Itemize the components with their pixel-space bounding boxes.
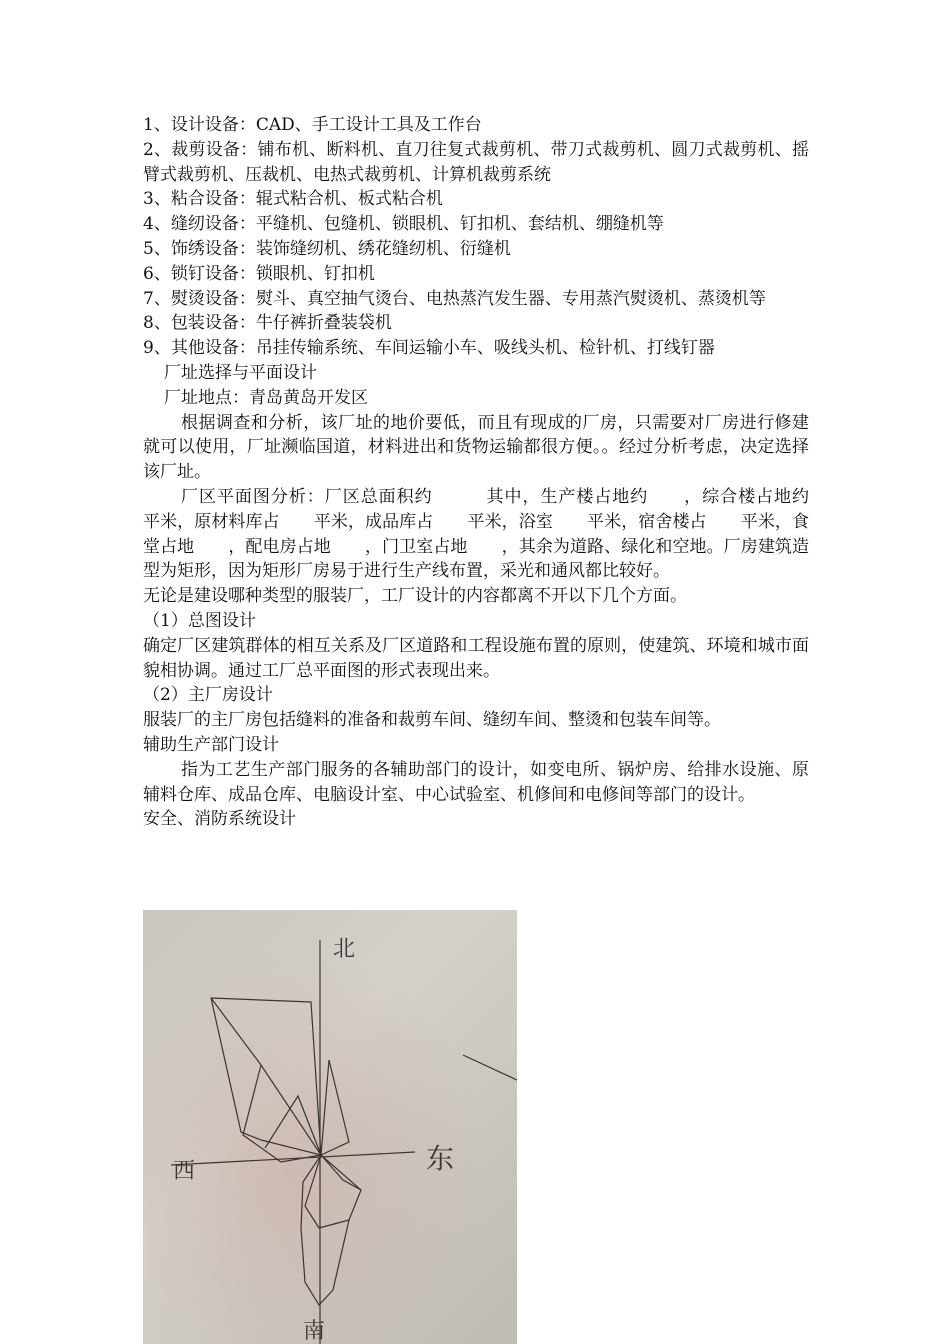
paragraph-auxiliary-departments: 指为工艺生产部门服务的各辅助部门的设计，如变电所、锅炉房、给排水设施、原辅料仓库、成品仓库、电脑设计室、中心试验室、机修间和电修间等部门的设计。 xyxy=(143,759,809,805)
paragraph-design-aspects: 无论是建设哪种类型的服装厂，工厂设计的内容都离不开以下几个方面。 xyxy=(143,586,687,607)
document-body xyxy=(143,113,843,832)
list-item-other-equipment: 9、其他设备：吊挂传输系统、车间运输小车、吸线头机、检针机、打线钉器 xyxy=(143,338,715,359)
label-west: 西 xyxy=(173,1159,196,1184)
paragraph-general-layout: 确定厂区建筑群体的相互关系及厂区道路和工程设施布置的原则，使建筑、环境和城市面貌相协调。通过工厂总平面图的形式表现出来。 xyxy=(143,635,809,681)
list-item-ironing-equipment: 7、熨烫设备：熨斗、真空抽气烫台、电热蒸汽发生器、专用蒸汽熨烫机、蒸烫机等 xyxy=(143,288,766,309)
wind-rose-photo xyxy=(143,910,517,1344)
list-item-buttonhole-equipment: 6、锁钉设备：锁眼机、钉扣机 xyxy=(143,263,375,284)
rose-spoke-s xyxy=(305,1155,349,1228)
paragraph-main-plant: 服装厂的主厂房包括缝料的准备和裁剪车间、缝纫车间、整烫和包装车间等。 xyxy=(143,710,721,731)
rose-spoke-w xyxy=(243,1065,321,1162)
wind-rose-drawing xyxy=(143,910,517,1344)
heading-safety-fire-system: 安全、消防系统设计 xyxy=(143,809,296,830)
list-item-embroidery-equipment: 5、饰绣设备：装饰缝纫机、绣花缝纫机、衍缝机 xyxy=(143,238,511,259)
rose-spoke-nw xyxy=(211,998,321,1155)
heading-auxiliary-departments: 辅助生产部门设计 xyxy=(143,734,279,755)
list-item-cutting-equipment: 2、裁剪设备：铺布机、断料机、直刀往复式裁剪机、带刀式裁剪机、圆刀式裁剪机、摇臂式裁剪机、压裁机、电热式裁剪机、计算机裁剪系统 xyxy=(143,139,809,185)
label-south: 南 xyxy=(303,1319,326,1344)
rose-sector-north xyxy=(211,998,321,1155)
section-heading-site-selection: 厂址选择与平面设计 xyxy=(164,362,317,383)
site-location: 厂址地点：青岛黄岛开发区 xyxy=(164,387,368,408)
rose-spoke-inner xyxy=(265,1096,321,1155)
label-east: 东 xyxy=(426,1142,455,1175)
paragraph-plan-analysis: 厂区平面图分析：厂区总面积约 其中，生产楼占地约 ，综合楼占地约 平米，原材料库占 平米，成品库占 平米，浴室 平米，宿舍楼占 平米，食堂占地 ，配电房占地 ，门卫室占地 ，其余为道路、绿化和空地。厂房建筑造型为矩形，因为矩形厂房易于进行生产线布置，采光和通风都比较好。 xyxy=(143,486,843,582)
wind-rose-lines xyxy=(171,940,517,1344)
list-item-sewing-equipment: 4、缝纫设备：平缝机、包缝机、锁眼机、钉扣机、套结机、绷缝机等 xyxy=(143,214,664,235)
rose-sector-south xyxy=(301,1155,361,1305)
paragraph-site-analysis: 根据调查和分析，该厂址的地价要低，而且有现成的厂房，只需要对厂房进行修建就可以使用，厂址濒临国道，材料进出和货物运输都很方便。。经过分析考虑，决定选择该厂址。 xyxy=(143,412,809,483)
margin-stroke xyxy=(463,1055,517,1080)
label-north: 北 xyxy=(333,937,356,962)
rose-spoke-ne xyxy=(321,1060,349,1155)
heading-main-plant: （2）主厂房设计 xyxy=(143,685,273,706)
list-item-design-equipment: 1、设计设备：CAD、手工设计工具及工作台 xyxy=(143,115,482,135)
east-west-axis xyxy=(171,1152,415,1165)
list-item-packaging-equipment: 8、包装设备：牛仔裤折叠装袋机 xyxy=(143,313,392,334)
list-item-bonding-equipment: 3、粘合设备：辊式粘合机、板式粘合机 xyxy=(143,189,443,210)
heading-general-layout: （1）总图设计 xyxy=(143,610,256,631)
